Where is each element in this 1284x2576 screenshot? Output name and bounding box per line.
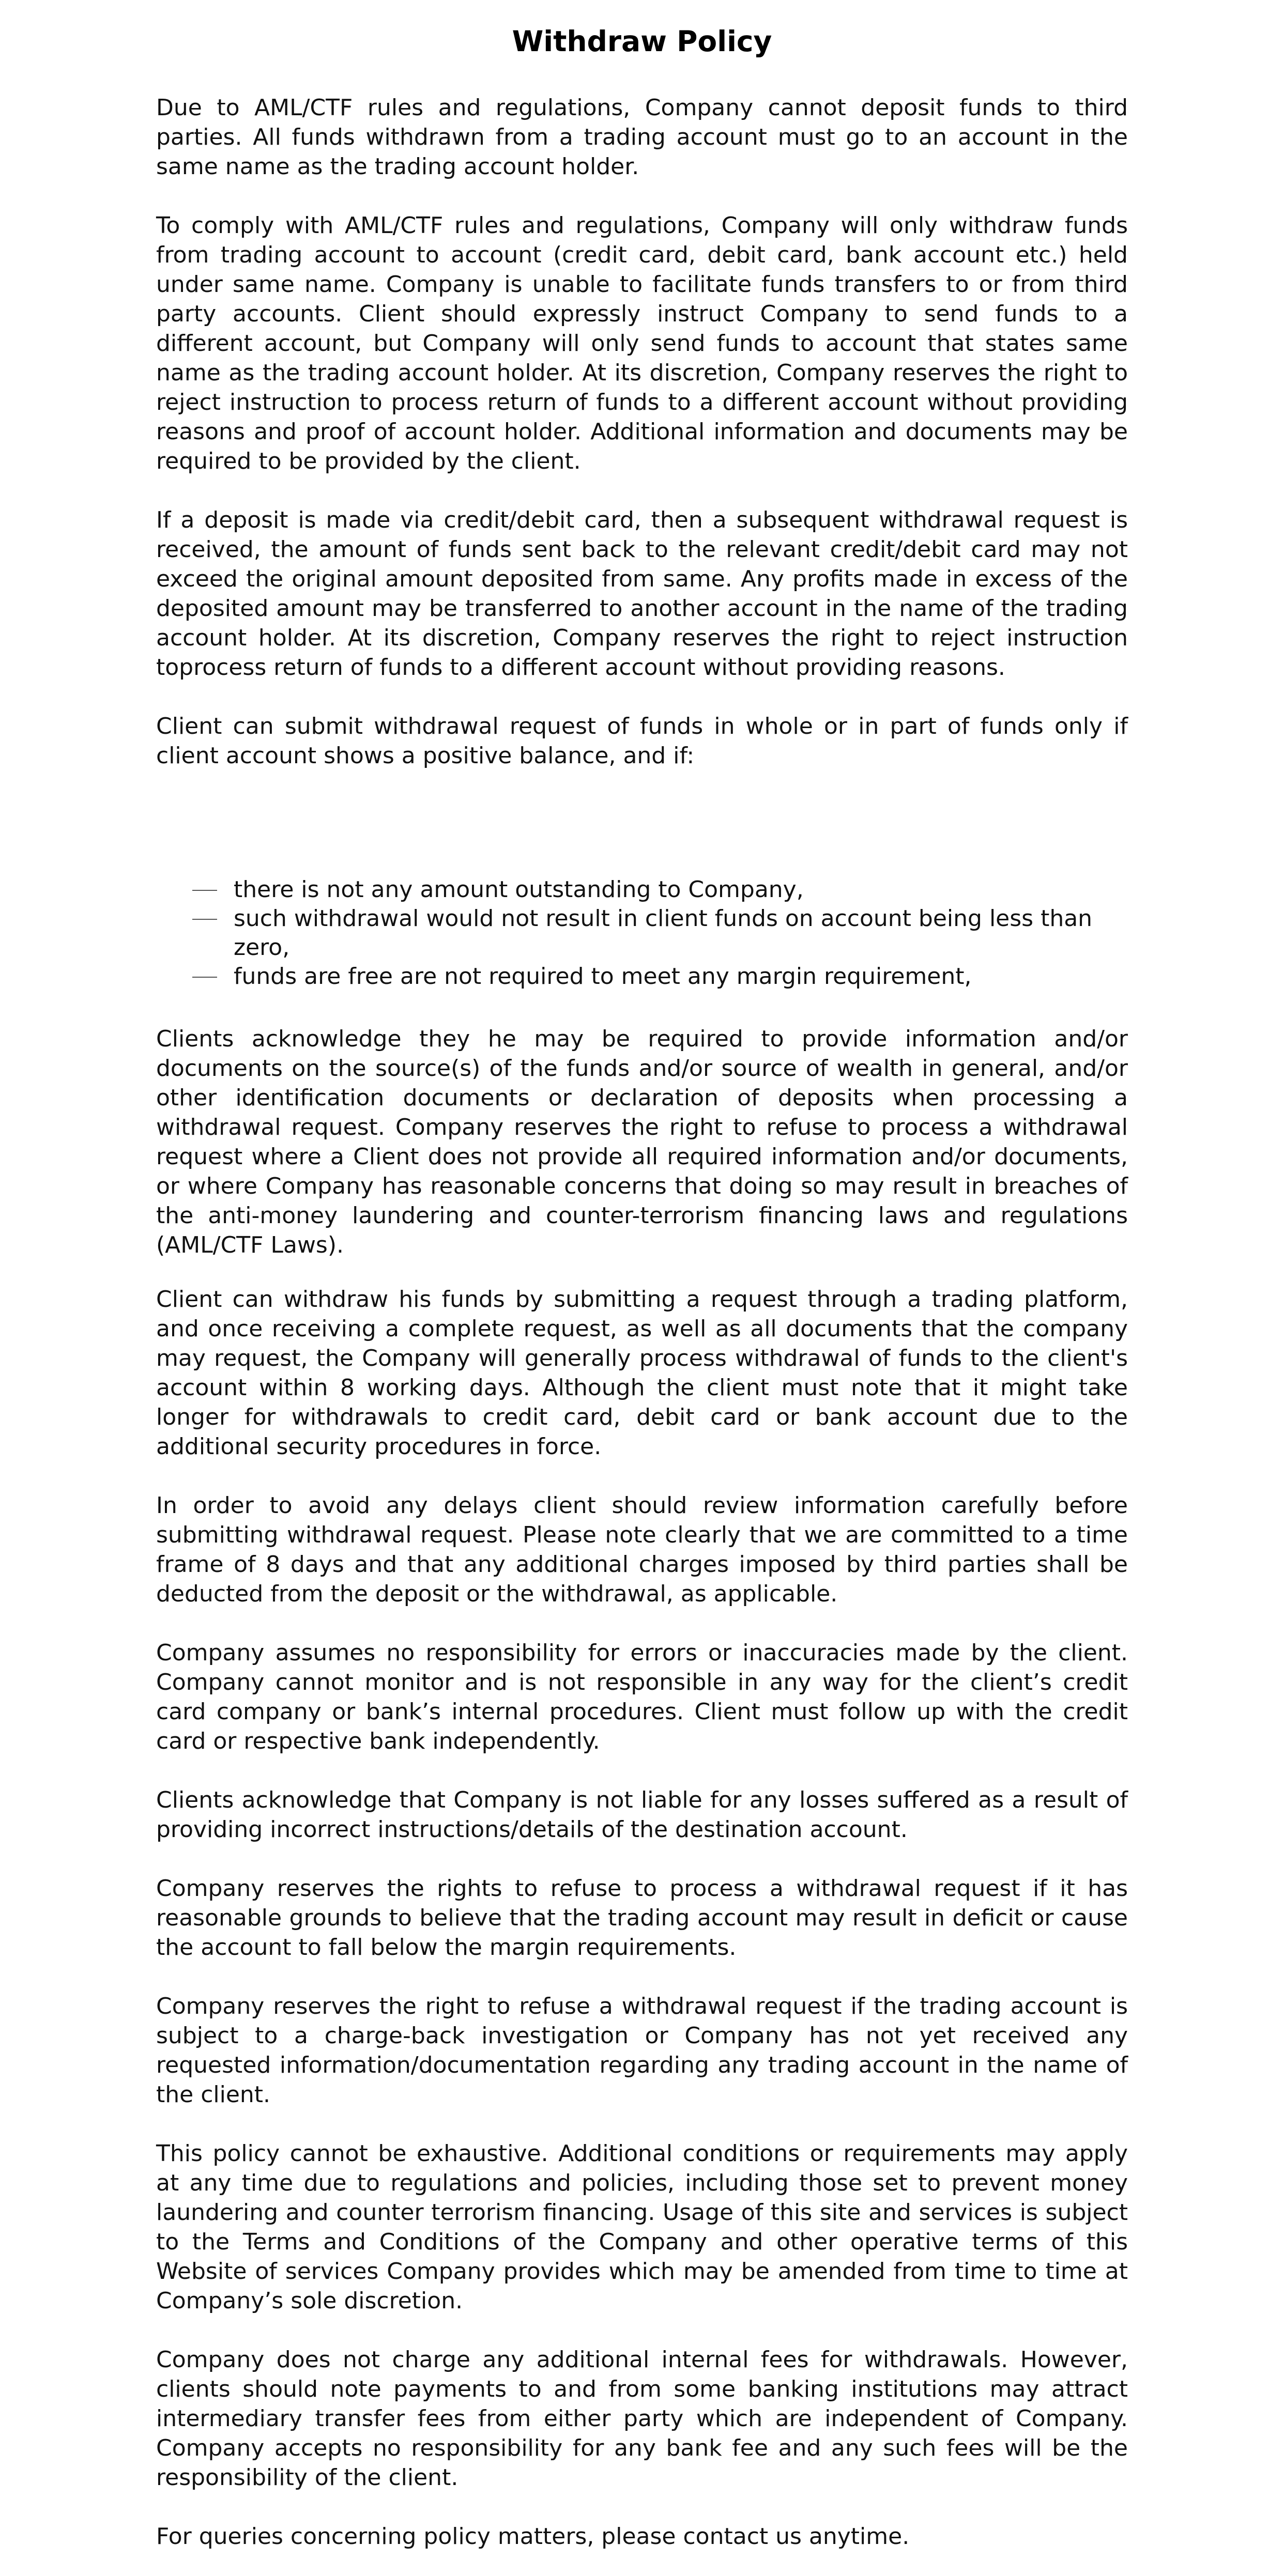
- paragraph-withdrawal-conditions: Client can submit withdrawal request of funds in whole or in part of funds only if client account shows a positive balance, and if:: [156, 713, 1128, 769]
- list-item: funds are free are not required to meet any margin requirement,: [192, 962, 1128, 991]
- paragraph-not-exhaustive: This policy cannot be exhaustive. Additional conditions or requirements may apply at any time due to regulations and policies, including those set to prevent money laundering and counter terrorism financing. Usage of this site and services is subject to the Terms and Conditions of the Company and other operative terms of this Website of services Company provides which may be amended from time to time at Company’s sole discretion.: [156, 2140, 1128, 2314]
- paragraph-contact: For queries concerning policy matters, please contact us anytime.: [156, 2523, 910, 2550]
- paragraph-incorrect-instructions: Clients acknowledge that Company is not liable for any losses suffered as a result of providing incorrect instructions/details of the destination account.: [156, 1787, 1128, 1843]
- withdrawal-conditions-list: [156, 875, 1128, 991]
- paragraph-third-party-deposits: Due to AML/CTF rules and regulations, Company cannot deposit funds to third parties. All funds withdrawn from a trading account must go to an account in the same name as the trading account holder.: [156, 95, 1128, 180]
- paragraph-aml-ctf-compliance: To comply with AML/CTF rules and regulations, Company will only withdraw funds from trading account to account (credit card, debit card, bank account etc.) held under same name. Company is unable to facilitate funds transfers to or from third party accounts. Client should expressly instruct Company to send funds to a different account, but Company will only send funds to account that states same name as the trading account holder. At its discretion, Company reserves the right to reject instruction to process return of funds to a different account without providing reasons and proof of account holder. Additional information and documents may be required to be provided by the client.: [156, 212, 1128, 474]
- paragraph-source-of-funds: Clients acknowledge they he may be required to provide information and/or documents on the source(s) of the funds and/or source of wealth in general, and/or other identification documents or declaration of deposits when processing a withdrawal request. Company reserves the right to refuse to process a withdrawal request where a Client does not provide all required information and/or documents, or where Company has reasonable concerns that doing so may result in breaches of the anti-money laundering and counter-terrorism financing laws and regulations (AML/CTF Laws).: [156, 1026, 1128, 1258]
- paragraph-margin-deficit: Company reserves the rights to refuse to process a withdrawal request if it has reasonable grounds to believe that the trading account may result in deficit or cause the account to fall below the margin requirements.: [156, 1875, 1128, 1961]
- paragraph-fees: Company does not charge any additional internal fees for withdrawals. However, clients should note payments to and from some banking institutions may attract intermediary transfer fees from either party which are independent of Company. Company accepts no responsibility for any bank fee and any such fees will be the responsibility of the client.: [156, 2347, 1128, 2491]
- paragraph-charge-back: Company reserves the right to refuse a withdrawal request if the trading account is subject to a charge-back investigation or Company has not yet received any requested information/documentation regarding any trading account in the name of the client.: [156, 1993, 1128, 2108]
- paragraph-processing-time: Client can withdraw his funds by submitting a request through a trading platform, and once receiving a complete request, as well as all documents that the company may request, the Company will generally process withdrawal of funds to the client's account within 8 working days. Although the client must note that it might take longer for withdrawals to credit card, debit card or bank account due to the additional security procedures in force.: [156, 1286, 1128, 1460]
- paragraph-errors-responsibility: Company assumes no responsibility for errors or inaccuracies made by the client. Company cannot monitor and is not responsible in any way for the client’s credit card company or bank’s internal procedures. Client must follow up with the credit card or respective bank independently.: [156, 1640, 1128, 1754]
- paragraph-card-deposits: If a deposit is made via credit/debit card, then a subsequent withdrawal request is received, the amount of funds sent back to the relevant credit/debit card may not exceed the original amount deposited from same. Any profits made in excess of the deposited amount may be transferred to another account in the name of the trading account holder. At its discretion, Company reserves the right to reject instruction toprocess return of funds to a different account without providing reasons.: [156, 507, 1128, 681]
- dash-bullet-icon: [192, 890, 217, 891]
- dash-bullet-icon: [192, 919, 217, 920]
- list-item: there is not any amount outstanding to Company,: [192, 875, 1128, 904]
- list-item: such withdrawal would not result in client funds on account being less than zero,: [192, 904, 1128, 962]
- policy-document: [156, 16, 1128, 2551]
- page-title: Withdraw Policy: [512, 25, 772, 58]
- paragraph-avoid-delays: In order to avoid any delays client should review information carefully before submitting withdrawal request. Please note clearly that we are committed to a time frame of 8 days and that any additional charges imposed by third parties shall be deducted from the deposit or the withdrawal, as applicable.: [156, 1492, 1128, 1607]
- dash-bullet-icon: [192, 977, 217, 978]
